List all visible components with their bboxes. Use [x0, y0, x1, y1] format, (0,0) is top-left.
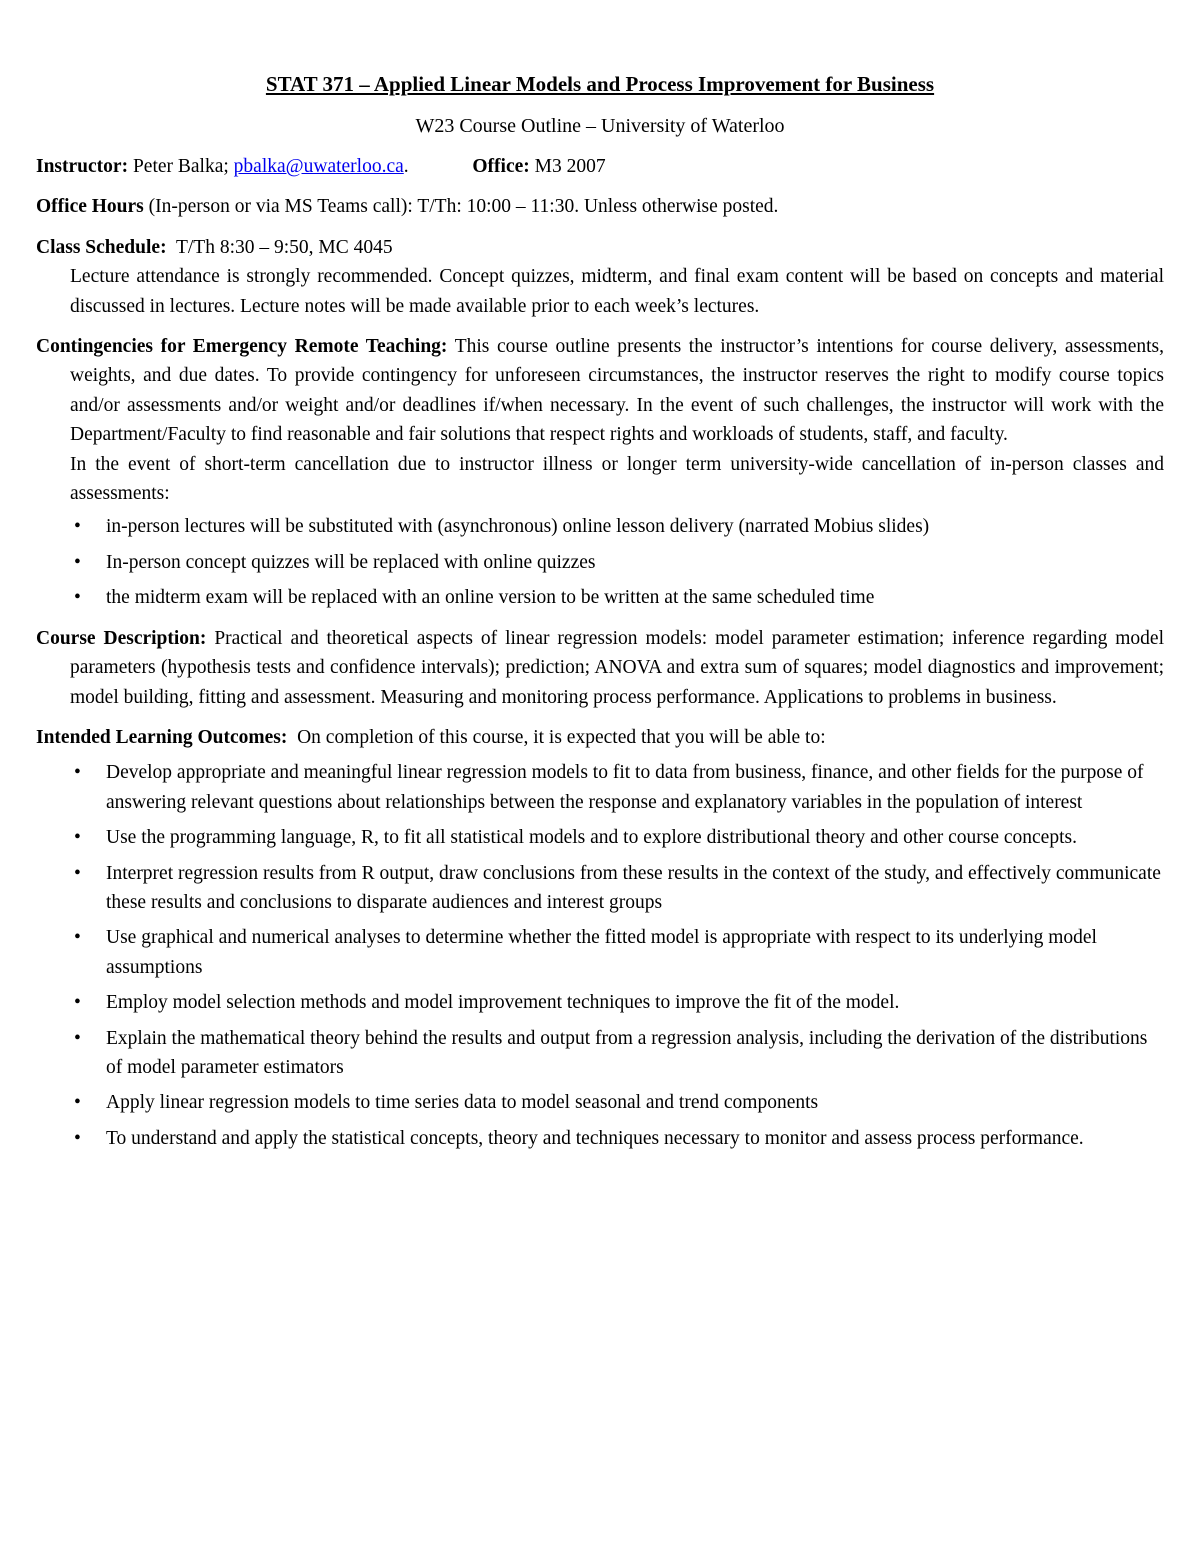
office-value: M3 2007	[534, 156, 606, 177]
list-item-text: in-person lectures will be substituted with (asynchronous) online lesson delivery (narrated Mobius slides)	[106, 516, 930, 538]
list-item-text: Explain the mathematical theory behind the results and output from a regression analysis, including the derivation of the distributions of model parameter estimators	[106, 1027, 1148, 1078]
course-description-label: Course Description:	[36, 627, 207, 649]
list-item	[36, 988, 1164, 1017]
list-item-text: In-person concept quizzes will be replaced with online quizzes	[106, 551, 596, 573]
list-item	[36, 1088, 1164, 1117]
class-schedule-line	[36, 233, 1164, 262]
class-schedule-note: Lecture attendance is strongly recommended. Concept quizzes, midterm, and final exam content will be based on concepts and material discussed in lectures. Lecture notes will be made available prior to each week’s lectures.	[70, 266, 1164, 317]
contingencies-paragraph	[36, 332, 1164, 450]
office-hours-line	[36, 192, 1164, 221]
instructor-email-link[interactable]: pbalka@uwaterloo.ca	[233, 156, 404, 177]
bullet-icon: •	[74, 1092, 81, 1114]
bullet-icon: •	[74, 516, 81, 538]
instructor-line	[36, 152, 1164, 181]
office-hours-text: (In-person or via MS Teams call): T/Th: 10:00 – 11:30. Unless otherwise posted.	[148, 196, 779, 218]
list-item	[36, 823, 1164, 852]
bullet-icon: •	[74, 1027, 81, 1049]
page-title: STAT 371 – Applied Linear Models and Process Improvement for Business	[265, 72, 935, 96]
contingencies-text: This course outline presents the instructor’s intentions for course delivery, assessments, weights, and due dates. To provide contingency for unforeseen circumstances, the instructor reserves the right to modify course topics and/or assessments and/or weight and/or deadlines if/when necessary. In the event of such challenges, the instructor will work with the Department/Faculty to find reasonable and fair solutions that respect rights and workloads of students, staff, and faculty.	[70, 336, 1164, 446]
learning-outcomes-list	[36, 758, 1164, 1153]
learning-outcomes-label: Intended Learning Outcomes:	[36, 726, 288, 748]
bullet-icon: •	[74, 551, 81, 573]
list-item-text: To understand and apply the statistical concepts, theory and techniques necessary to monitor and assess process performance.	[106, 1127, 1084, 1149]
list-item	[36, 1124, 1164, 1153]
page-subtitle: W23 Course Outline – University of Waterloo	[415, 115, 785, 137]
list-item	[36, 583, 1164, 612]
list-item-text: the midterm exam will be replaced with an online version to be written at the same scheduled time	[106, 587, 875, 609]
contingencies-list	[36, 512, 1164, 612]
list-item	[36, 758, 1164, 817]
bullet-icon: •	[74, 927, 81, 949]
list-item-text: Employ model selection methods and model improvement techniques to improve the fit of the model.	[106, 992, 900, 1014]
instructor-name: Peter Balka;	[132, 156, 229, 177]
list-item-text: Develop appropriate and meaningful linear regression models to fit to data from business, finance, and other fields for the purpose of answering relevant questions about relationships between the response and explanatory variables in the population of interest	[106, 762, 1144, 813]
instructor-email-period: .	[403, 156, 409, 177]
contingencies-label: Contingencies for Emergency Remote Teaching:	[36, 336, 448, 358]
course-description-paragraph	[36, 624, 1164, 712]
office-label: Office:	[472, 156, 530, 177]
course-description-text: Practical and theoretical aspects of linear regression models: model parameter estimation; inference regarding model parameters (hypothesis tests and confidence intervals); prediction; ANOVA and extra sum of squares; model diagnostics and improvement; model building, fitting and assessment. Measuring and monitoring process performance. Applications to problems in business.	[70, 627, 1164, 708]
instructor-label: Instructor:	[36, 156, 129, 177]
list-item	[36, 1024, 1164, 1083]
list-item	[36, 859, 1164, 918]
contingencies-followup: In the event of short-term cancellation due to instructor illness or longer term university-wide cancellation of in-person classes and assessments:	[70, 453, 1164, 505]
class-schedule-text: T/Th 8:30 – 9:50, MC 4045	[175, 236, 393, 258]
bullet-icon: •	[74, 862, 81, 884]
bullet-icon: •	[74, 762, 81, 784]
list-item	[36, 548, 1164, 577]
bullet-icon: •	[74, 827, 81, 849]
list-item-text: Use graphical and numerical analyses to determine whether the fitted model is appropriate with respect to its underlying model assumptions	[106, 927, 1097, 978]
list-item-text: Apply linear regression models to time series data to model seasonal and trend components	[106, 1092, 819, 1114]
learning-outcomes-intro: On completion of this course, it is expected that you will be able to:	[297, 726, 826, 748]
class-schedule-label: Class Schedule:	[36, 236, 167, 258]
list-item	[36, 512, 1164, 541]
bullet-icon: •	[74, 1127, 81, 1149]
office-hours-label: Office Hours	[36, 196, 144, 218]
bullet-icon: •	[74, 587, 81, 609]
list-item	[36, 923, 1164, 982]
list-item-text: Use the programming language, R, to fit all statistical models and to explore distributional theory and other course concepts.	[106, 827, 1077, 849]
list-item-text: Interpret regression results from R output, draw conclusions from these results in the context of the study, and effectively communicate these results and conclusions to disparate audiences and interest groups	[106, 862, 1161, 913]
bullet-icon: •	[74, 992, 81, 1014]
learning-outcomes-heading	[36, 723, 1164, 752]
